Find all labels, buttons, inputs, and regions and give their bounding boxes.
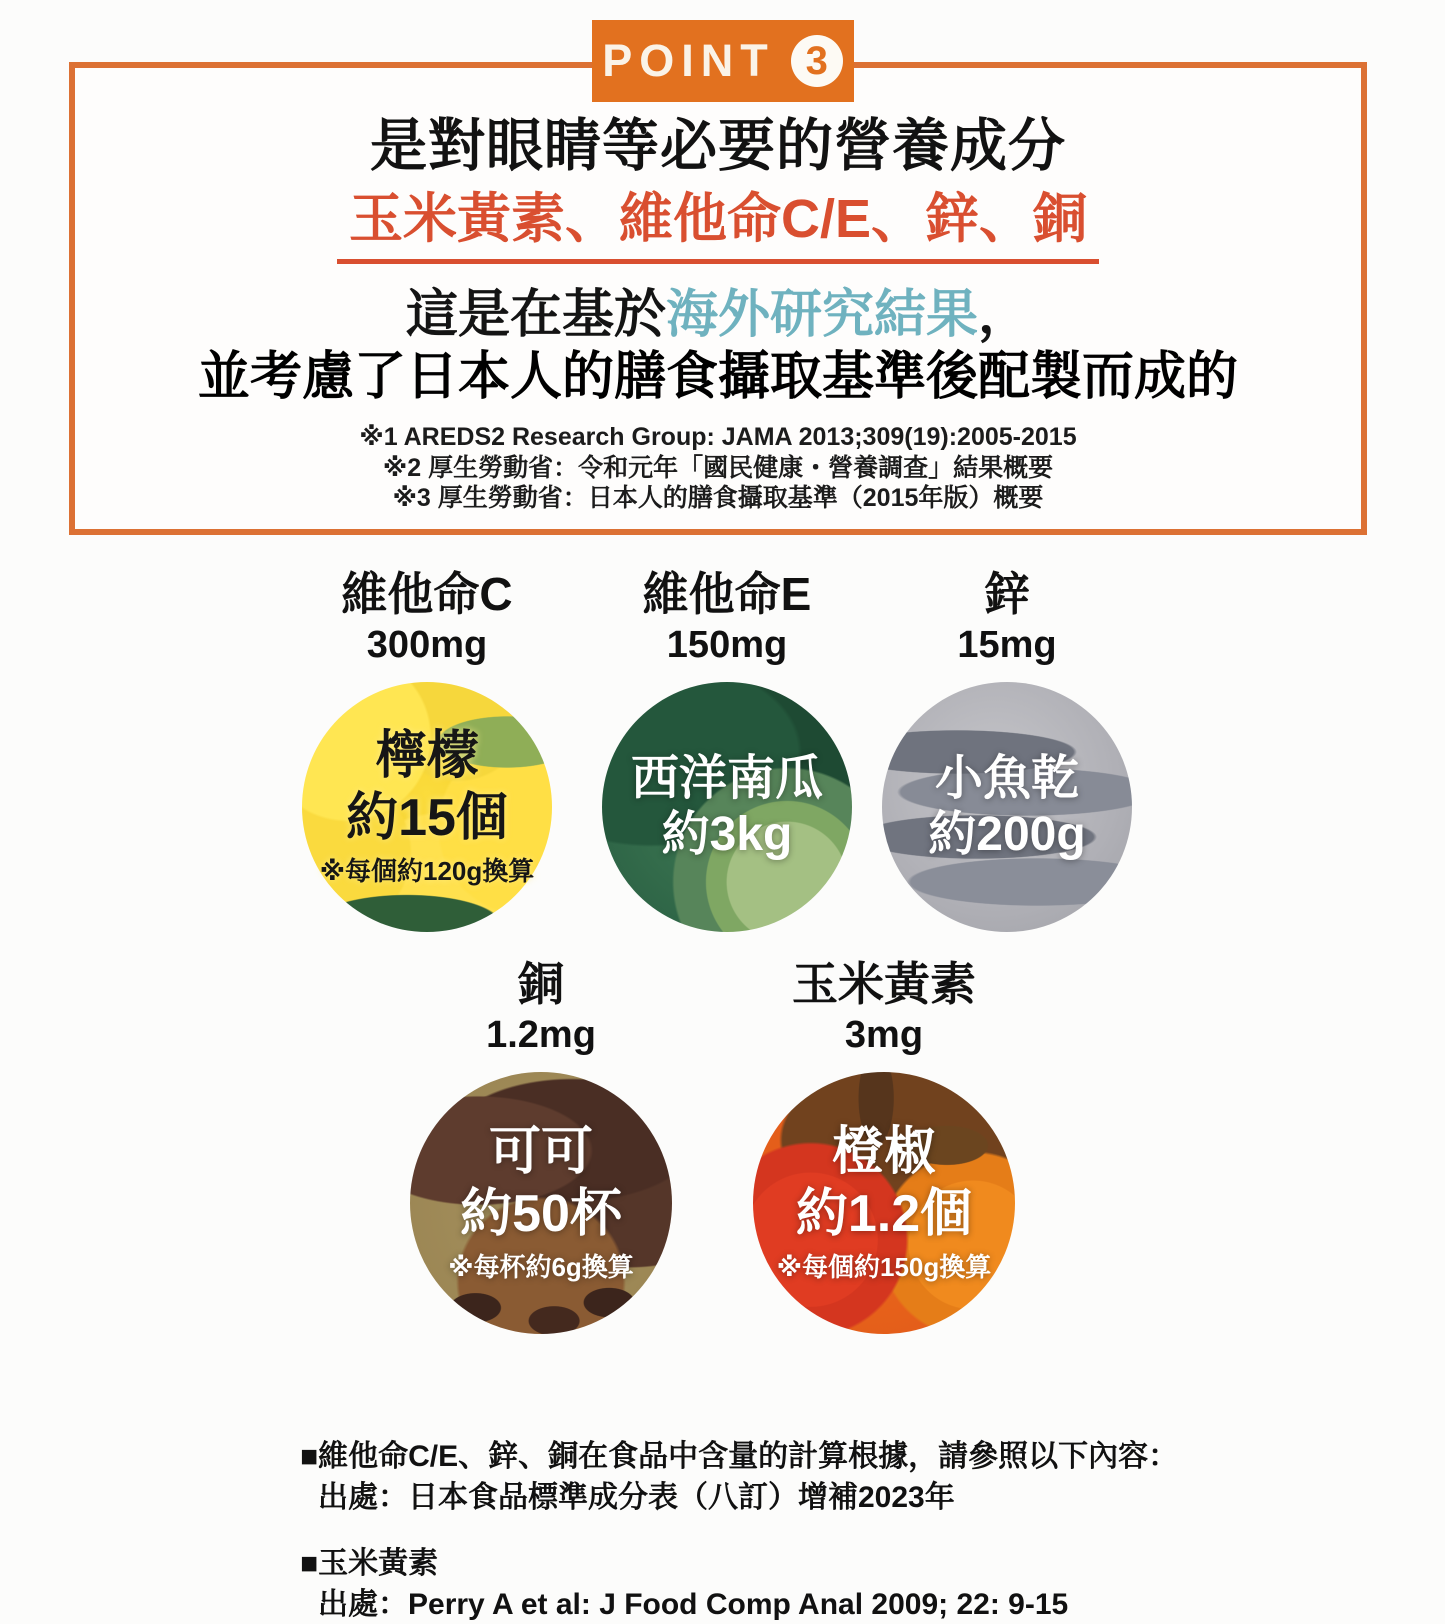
nutrient-name: 維他命C [341,568,513,620]
line3-comma: ， [978,285,1031,344]
headline-box [69,62,1367,535]
headline-nutrients-underlined: 玉米黃素、維他命C/E、鋅、銅 [337,190,1099,264]
pumpkin-photo [602,682,852,932]
source-zeaxanthin-reference: 出處：Perry A et al: J Food Comp Anal 2009; 22: 9-15 [318,1588,1069,1622]
food-name: 檸檬 [374,727,479,786]
source-notes [300,1436,1400,1624]
reference-footnotes [75,422,1361,514]
food-note: ※每個約150g換算 [776,1251,992,1282]
food-name: 西洋南瓜 [630,751,823,805]
footnote-1: ※1 AREDS2 Research Group: JAMA 2013;309(19):2005-2015 [359,423,1077,452]
headline-nutrients-wrap [75,190,1361,264]
food-note: ※每個約120g換算 [319,855,535,886]
footnote-2: ※2 厚生勞動省：令和元年「國民健康・營養調查」結果概要 [382,453,1054,482]
footnote-3: ※3 厚生勞動省：日本人的膳食攝取基準（2015年版）概要 [392,484,1044,513]
nutrient-amount: 150mg [666,623,788,666]
point-badge-label: POINT [602,35,775,86]
line4-black-part: 後配製而成的 [926,348,1239,407]
nutrient-card-zeaxanthin [719,958,1049,1334]
food-name: 小魚乾 [934,751,1079,805]
food-name: 可可 [488,1123,593,1182]
nutrient-name: 鋅 [984,568,1030,620]
nutrient-card-copper [376,958,706,1334]
headline-line3 [75,286,1361,344]
food-quantity: 約3kg [661,808,793,862]
nutrient-amount: 1.2mg [486,1013,596,1056]
dried-fish-photo [882,682,1132,932]
nutrient-name: 銅 [518,958,564,1010]
orange-pepper-photo [753,1072,1015,1334]
nutrient-name: 維他命E [642,568,812,620]
nutrient-card-zinc [842,568,1172,932]
line3-teal-part: 海外研究結果 [665,285,978,344]
line3-black-part: 這是在基於 [405,285,666,344]
food-quantity: 約1.2個 [795,1184,973,1243]
nutrient-amount: 300mg [366,623,488,666]
nutrient-name: 玉米黃素 [792,958,976,1010]
headline-line4 [75,348,1361,406]
source-vitamins-heading: ■維他命C/E、鋅、銅在食品中含量的計算根據，請參照以下內容： [300,1440,1179,1473]
nutrient-amount: 3mg [844,1013,924,1056]
point-number-circle-icon: 3 [791,35,843,87]
point-badge [592,20,854,102]
food-name: 橙椒 [831,1123,936,1182]
headline-main: 是對眼睛等必要的營養成分 [370,114,1066,178]
lemons-photo [302,682,552,932]
line4-teal-part: 並考慮了日本人的膳食攝取基準 [197,348,926,407]
food-quantity: 約200g [928,808,1086,862]
source-zeaxanthin-heading: ■玉米黃素 [300,1546,439,1580]
food-quantity: 約50杯 [460,1184,622,1243]
nutrient-card-vitamin-c [262,568,592,932]
cocoa-photo [410,1072,672,1334]
food-note: ※每杯約6g換算 [448,1251,634,1282]
nutrient-amount: 15mg [957,623,1057,666]
food-quantity: 約15個 [346,788,508,847]
source-vitamins-reference: 出處：日本食品標準成分表（八訂）增補2023年 [318,1481,955,1515]
